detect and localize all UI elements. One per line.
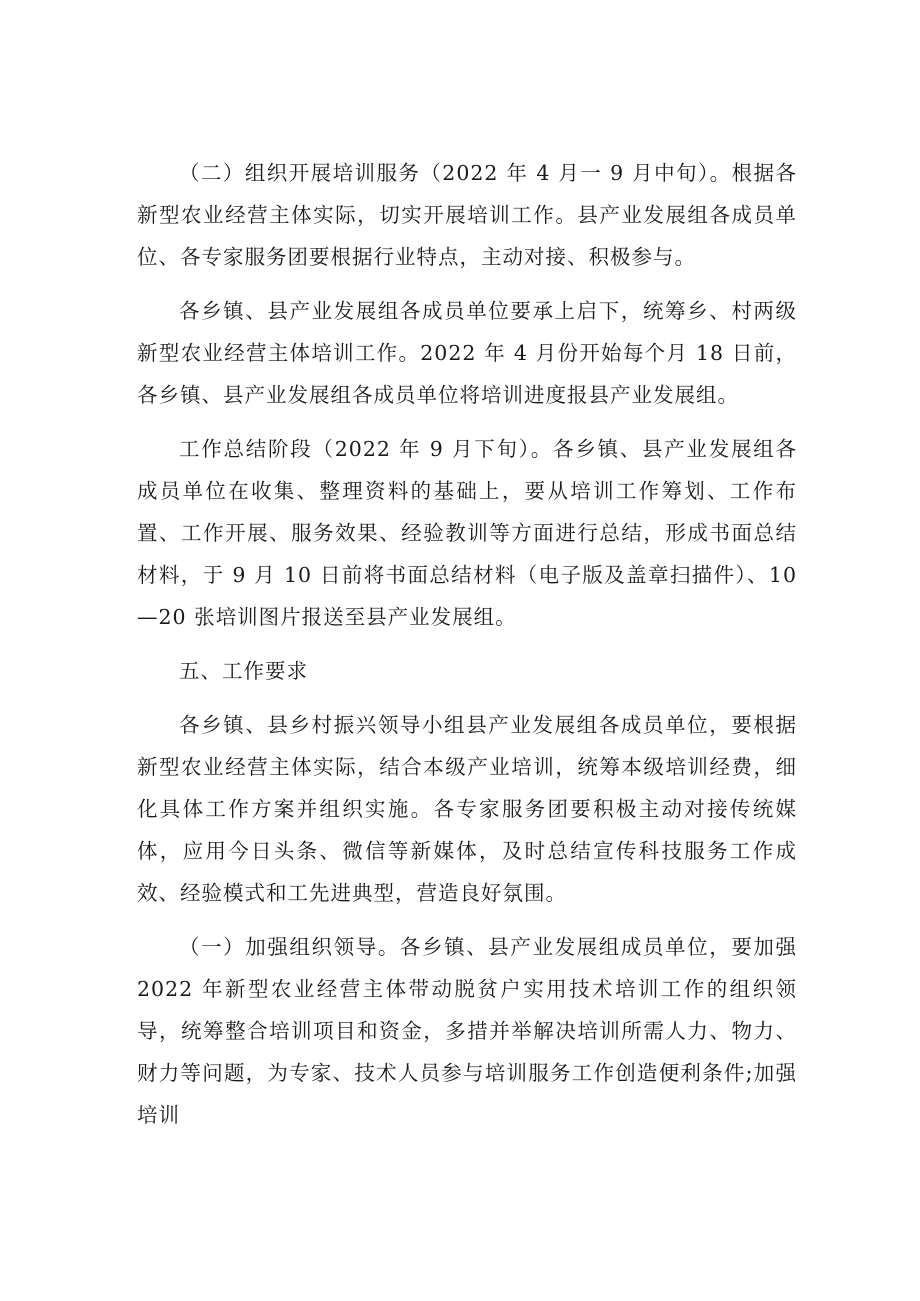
document-body: [137, 152, 797, 1148]
section-heading-work-requirements: 五、工作要求: [179, 659, 308, 683]
paragraph-work-summary-stage: 工作总结阶段（2022 年 9 月下旬）。各乡镇、县产业发展组各成员单位在收集、整理资料的基础上，要从培训工作筹划、工作布置、工作开展、服务效果、经验教训等方面进行总结，形成书面总结材料，于 9 月 10 日前将书面总结材料（电子版及盖章扫描件）、10—20 张培训图片报送至县产业发展组。: [137, 437, 797, 629]
paragraph-training-service: （二）组织开展培训服务（2022 年 4 月一 9 月中旬）。根据各新型农业经营主体实际，切实开展培训工作。县产业发展组各成员单位、各专家服务团要根据行业特点，主动对接、积极参与。: [137, 161, 797, 269]
paragraph-strengthen-leadership: （一）加强组织领导。各乡镇、县产业发展组成员单位，要加强 2022 年新型农业经营主体带动脱贫户实用技术培训工作的组织领导，统筹整合培训项目和资金，多措并举解决培训所需人力、物力、财力等问题，为专家、技术人员参与培训服务工作创造便利条件;加强培训: [137, 935, 797, 1127]
paragraph-township-coordination: 各乡镇、县产业发展组各成员单位要承上启下，统筹乡、村两级新型农业经营主体培训工作。2022 年 4 月份开始每个月 18 日前，各乡镇、县产业发展组各成员单位将培训进度报县产业发展组。: [137, 299, 797, 407]
paragraph-implementation-requirements: 各乡镇、县乡村振兴领导小组县产业发展组各成员单位，要根据新型农业经营主体实际，结合本级产业培训，统筹本级培训经费，细化具体工作方案并组织实施。各专家服务团要积极主动对接传统媒体，应用今日头条、微信等新媒体，及时总结宣传科技服务工作成效、经验模式和工先进典型，营造良好氛围。: [137, 713, 797, 905]
